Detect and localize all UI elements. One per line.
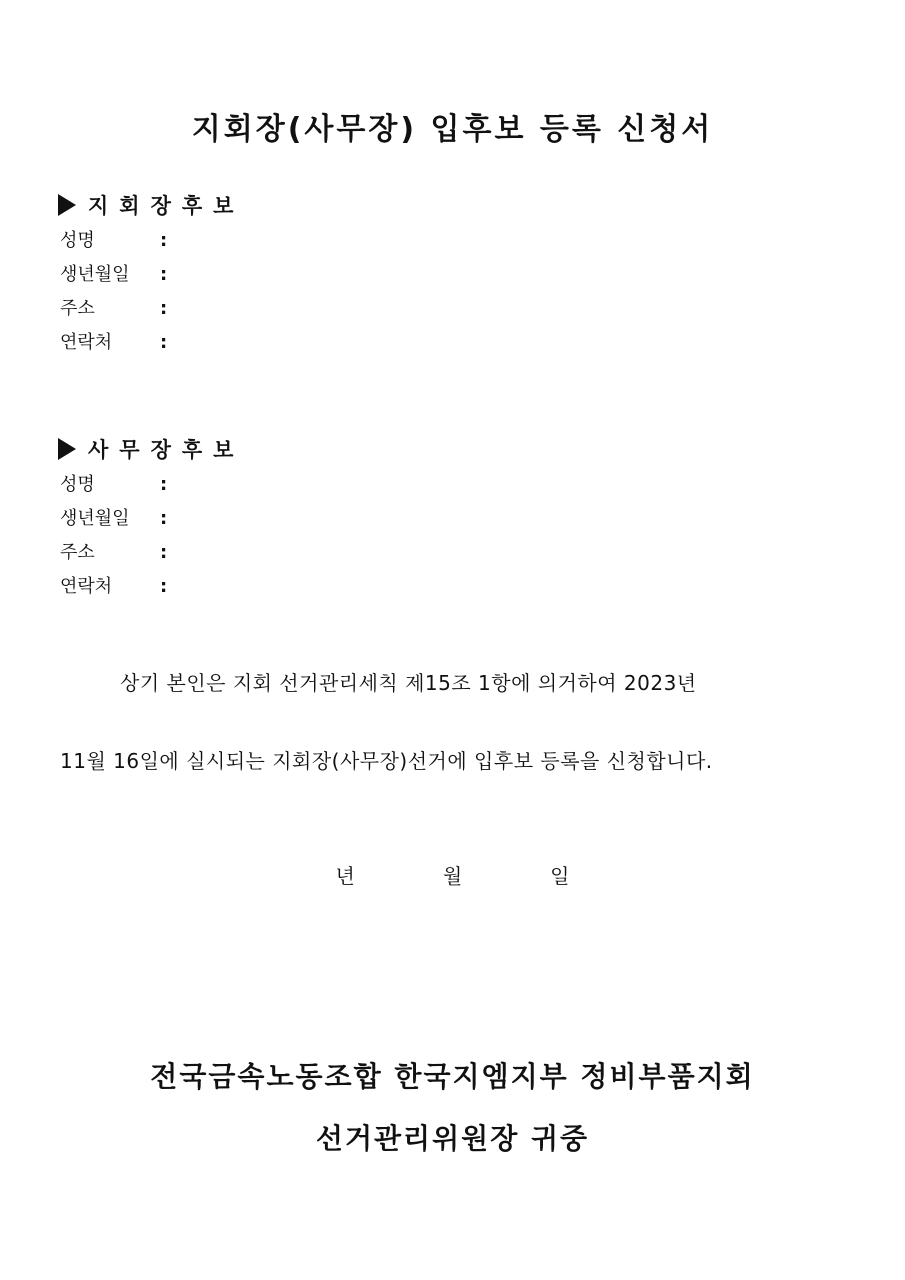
branch-leader-name-field bbox=[60, 228, 737, 254]
secretary-address-field bbox=[60, 540, 737, 566]
field-label: 연락처 bbox=[60, 576, 113, 597]
secretary-name-value[interactable] bbox=[177, 474, 737, 496]
field-colon: : bbox=[160, 230, 168, 251]
recipient-addressee: 선거관리위원장 귀중 bbox=[315, 1122, 590, 1155]
field-colon: : bbox=[160, 264, 168, 285]
field-colon: : bbox=[160, 474, 168, 495]
secretary-heading-label: 사무장후보 bbox=[88, 438, 245, 462]
document-title: 지회장(사무장) 입후보 등록 신청서 bbox=[191, 112, 714, 147]
secretary-birthdate-field bbox=[60, 506, 737, 532]
field-label: 연락처 bbox=[60, 332, 113, 353]
statement-line-1: 상기 본인은 지회 선거관리세칙 제15조 1항에 의거하여 2023년 bbox=[120, 671, 697, 695]
field-label: 성명 bbox=[60, 230, 95, 251]
secretary-heading bbox=[58, 434, 244, 464]
secretary-birthdate-value[interactable] bbox=[177, 508, 737, 530]
triangle-right-icon bbox=[58, 438, 76, 460]
recipient-organization: 전국금속노동조합 한국지엠지부 정비부품지회 bbox=[150, 1060, 755, 1093]
branch-leader-address-value[interactable] bbox=[177, 298, 737, 320]
secretary-address-value[interactable] bbox=[177, 542, 737, 564]
branch-leader-contact-value[interactable] bbox=[177, 332, 737, 354]
branch-leader-birthdate-value[interactable] bbox=[177, 264, 737, 286]
secretary-name-field bbox=[60, 472, 737, 498]
statement-line-2: 11월 16일에 실시되는 지회장(사무장)선거에 입후보 등록을 신청합니다. bbox=[60, 749, 713, 773]
secretary-contact-field bbox=[60, 574, 737, 600]
field-colon: : bbox=[160, 576, 168, 597]
branch-leader-name-value[interactable] bbox=[177, 230, 737, 252]
branch-leader-contact-field bbox=[60, 330, 737, 356]
branch-leader-birthdate-field bbox=[60, 262, 737, 288]
date-line bbox=[0, 860, 905, 889]
field-colon: : bbox=[160, 508, 168, 529]
date-year: 년 bbox=[335, 864, 355, 888]
triangle-right-icon bbox=[58, 194, 76, 216]
field-label: 생년월일 bbox=[60, 508, 130, 529]
date-day: 일 bbox=[550, 864, 570, 888]
field-label: 생년월일 bbox=[60, 264, 130, 285]
branch-leader-heading-label: 지회장후보 bbox=[88, 194, 245, 218]
field-label: 성명 bbox=[60, 474, 95, 495]
secretary-contact-value[interactable] bbox=[177, 576, 737, 598]
field-colon: : bbox=[160, 332, 168, 353]
branch-leader-address-field bbox=[60, 296, 737, 322]
date-month: 월 bbox=[442, 864, 463, 888]
field-label: 주소 bbox=[60, 298, 95, 319]
field-label: 주소 bbox=[60, 542, 95, 563]
field-colon: : bbox=[160, 542, 168, 563]
field-colon: : bbox=[160, 298, 168, 319]
branch-leader-heading bbox=[58, 190, 244, 220]
